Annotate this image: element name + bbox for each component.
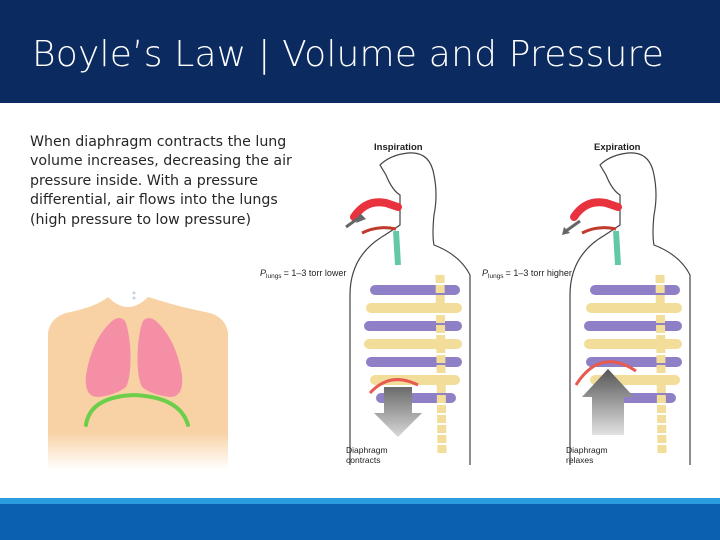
body-line: volume increases, decreasing the air	[30, 153, 292, 170]
breathing-diagram	[260, 135, 710, 470]
footer-stripe	[0, 498, 720, 504]
chest-lung-illustration	[40, 285, 240, 475]
body-text	[30, 133, 330, 230]
body-line: When diaphragm contracts the lung	[30, 134, 287, 150]
footer-bar	[0, 498, 720, 540]
rib	[364, 339, 462, 349]
pressure-label: $P_{lungs} = 1-3$ torr lower	[260, 268, 347, 280]
diaphragm-label-line1: Diaphragm	[566, 445, 608, 455]
title-bar	[0, 0, 720, 103]
rib	[366, 357, 462, 367]
rib	[370, 285, 460, 295]
rib	[366, 303, 462, 313]
expiration-heading: Expiration	[594, 142, 641, 153]
pressure-label: $P_{lungs} = 1-3$ torr higher	[482, 268, 572, 280]
diaphragm-label-line1: Diaphragm	[346, 445, 388, 455]
torso-shape	[48, 297, 228, 470]
trachea	[616, 231, 618, 265]
rib	[584, 321, 682, 331]
trachea	[396, 231, 398, 265]
trachea-dot	[133, 292, 136, 295]
body-line: pressure inside. With a pressure	[30, 172, 259, 189]
airflow-arrow	[566, 221, 580, 231]
nasal-passage	[574, 202, 618, 217]
diaphragm-label-line2: relaxes	[566, 455, 594, 465]
body-line: differential, air flows into the lungs	[30, 192, 278, 209]
rib	[590, 285, 680, 295]
rib	[586, 303, 682, 313]
inspiration-heading: Inspiration	[374, 142, 423, 153]
rib	[584, 339, 682, 349]
diaphragm-label-line2: contracts	[346, 455, 381, 465]
expiration-figure	[482, 142, 690, 465]
rib	[364, 321, 462, 331]
slide-title: Boyle’s Law | Volume and Pressure	[32, 34, 665, 75]
body-line: (high pressure to low pressure)	[30, 211, 252, 228]
trachea-dot	[133, 297, 136, 300]
